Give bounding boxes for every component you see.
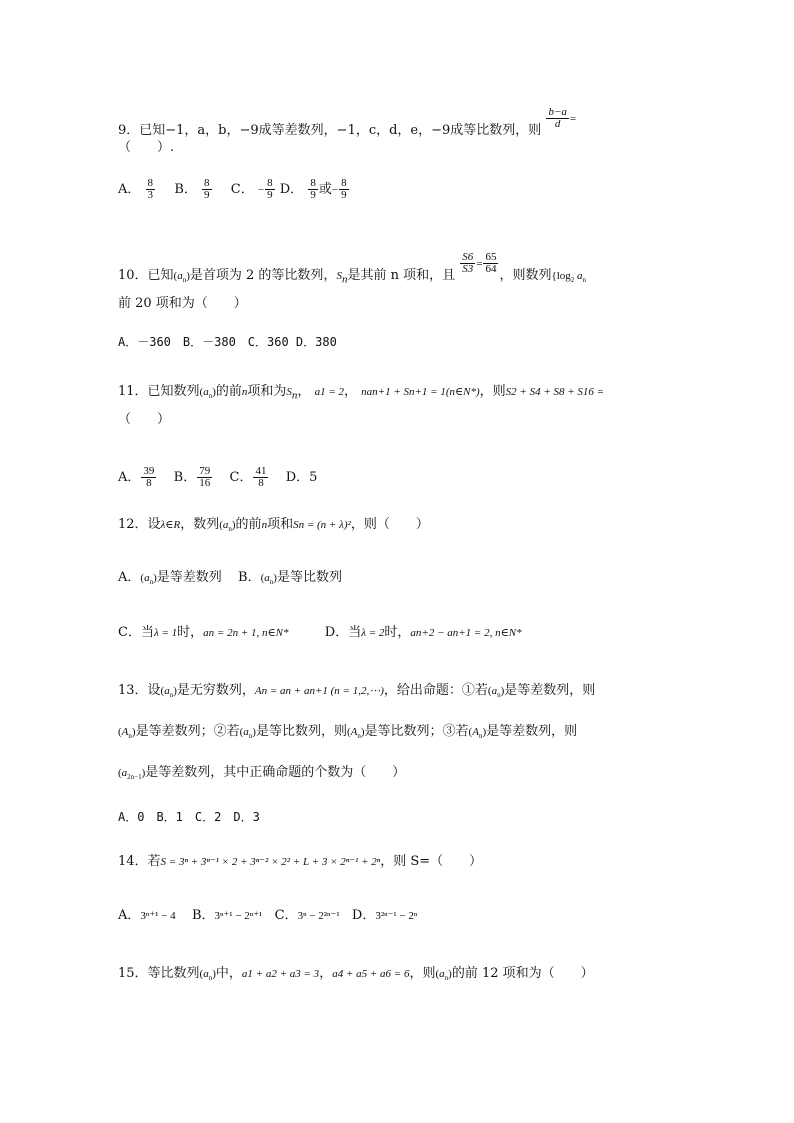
- q14-options: A．3ⁿ⁺¹ − 4 B．3ⁿ⁺¹ − 2ⁿ⁺¹ C．3ⁿ − 2²ⁿ⁻¹ D．3²ⁿ⁻¹ − 2ⁿ: [118, 908, 418, 923]
- q14-line1: 14．若S = 3ⁿ + 3ⁿ⁻¹ × 2 + 3ⁿ⁻² × 2² + L + 3 × 2ⁿ⁻¹ + 2ⁿ，则 S=（ ）: [118, 854, 483, 869]
- q15-line1: 15．等比数列$(a_n)$中，a1 + a2 + a3 = 3，a4 + a5 + a6 = 6，则$(a_n)$的前 12 项和为（ ）: [118, 966, 594, 983]
- q11-cond1: a1 = 2: [314, 386, 344, 398]
- q9-fraction: $\frac{b-a}{d}$: [548, 106, 567, 130]
- q9-option-a: $\frac{8}{3}$: [147, 177, 154, 201]
- q9-line1: 9．已知−1，a，b，−9成等差数列，−1，c，d，e，−9成等比数列，则 $\frac{b-a}{d}$ =: [118, 106, 577, 138]
- q11-options: A． $\frac{39}{8}$ B． $\frac{79}{16}$ C． $\frac{41}{8}$ D．5: [118, 465, 318, 489]
- q10-options: A．－360 B．－380 C．360 D．380: [118, 335, 337, 349]
- q11-cond2: nan+1 + Sn+1 = 1(n∈N*): [361, 386, 480, 398]
- q10-line1: 10．已知$(a_n)$是首项为 2 的等比数列，$S_n$是其前 n 项和，且 $\frac{S6}{S3}$ = $\frac{65}{64}$ ，则数列{$\log_2$ $a_n$: [118, 251, 587, 286]
- q9-line2: （ ）.: [118, 140, 175, 155]
- q11-line2: （ ）: [118, 412, 171, 427]
- q10-line2: 前 20 项和为（ ）: [118, 296, 247, 311]
- q12-options-cd: C．当λ = 1时，an = 2n + 1, n∈N* D．当λ = 2时，an+2 − an+1 = 2, n∈N*: [118, 625, 522, 640]
- q10-ratio: $\frac{S6}{S3}$: [462, 251, 474, 275]
- q13-options: A．0 B．1 C．2 D．3: [118, 810, 260, 824]
- q9-option-d: $\frac{8}{9}$ 或− $\frac{8}{9}$: [310, 177, 347, 201]
- q9-option-c: − $\frac{8}{9}$: [257, 177, 273, 201]
- q12-options-ab: A．$(a_n)$是等差数列 B．$(a_n)$是等比数列: [118, 570, 342, 587]
- q12-line1: 12．设λ∈R，数列$(a_n)$的前n项和Sn = (n + λ)²，则（ ）: [118, 517, 429, 534]
- q9-option-b: $\frac{8}{9}$: [204, 177, 210, 201]
- q9-options: A． $\frac{8}{3}$ B． $\frac{8}{9}$ C． − $\frac{8}{9}$ D． $\frac{8}{9}$ 或− $\frac{8}{9}$: [118, 178, 350, 201]
- q13-line2: $(A_n)$是等差数列；②若$(a_n)$是等比数列，则$(A_n)$是等比数列；③若$(A_n)$是等差数列，则: [118, 724, 578, 741]
- q11-line1: 11．已知数列$(a_n)$的前n项和为$S_n$， a1 = 2， nan+1 + Sn+1 = 1(n∈N*)，则S2 + S4 + S8 + S16 =: [118, 384, 605, 402]
- q13-line3: $(a_{2n-1})$是等差数列，其中正确命题的个数为（ ）: [118, 765, 406, 782]
- q11-expr: S2 + S4 + S8 + S16 =: [505, 386, 605, 398]
- q13-line1: 13．设$(a_n)$是无穷数列，An = an + an+1 (n = 1,2,⋯)，给出命题：①若$(a_n)$是等差数列，则: [118, 683, 596, 700]
- q14-expr: S = 3ⁿ + 3ⁿ⁻¹ × 2 + 3ⁿ⁻² × 2² + L + 3 × 2ⁿ⁻¹ + 2ⁿ: [160, 856, 381, 868]
- q9-stem: 9．已知−1，a，b，−9成等差数列，−1，c，d，e，−9成等比数列，则: [118, 123, 542, 138]
